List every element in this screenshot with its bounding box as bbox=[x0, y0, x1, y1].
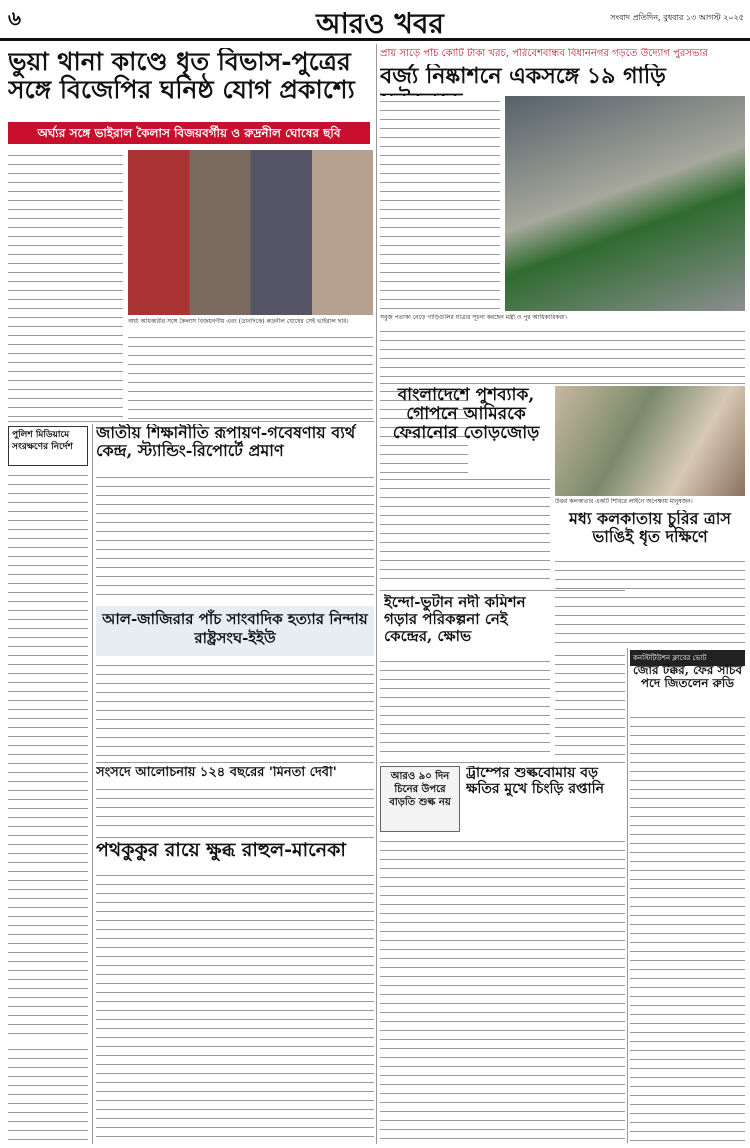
story2-headline: বর্জ্য নিষ্কাশনে একসঙ্গে ১৯ গাড়ি bbox=[380, 64, 666, 89]
story3-headline: জাতীয় শিক্ষানীতি রূপায়ণ-গবেষণায় ব্যর্থ কেন্দ্র, স্ট্যান্ডিং-রিপোর্টে প্রমাণ bbox=[96, 424, 356, 460]
story8-body bbox=[380, 656, 550, 756]
story4-body bbox=[380, 474, 550, 586]
story12-headline: পথকুকুর রায়ে ক্ষুব্ধ রাহুল-মানেকা bbox=[96, 840, 346, 861]
story5-headline: মধ্য কলকাতায় চুরির ত্রাস ভাঙিই ধৃত দক্ষিণে bbox=[568, 510, 731, 546]
story7-headline: আল-জাজিরার পাঁচ সাংবাদিক হত্যার নিন্দায় রাষ্ট্রসংঘ-ইইউ bbox=[102, 610, 368, 647]
story10-headline: আরও ৯০ দিন চিনের উপরে বাড়তি শুল্ক নয় bbox=[389, 771, 451, 808]
story10-box bbox=[380, 766, 460, 832]
page-number: ৬ bbox=[8, 6, 22, 30]
divider-center bbox=[376, 44, 377, 1144]
story7-box bbox=[96, 606, 374, 656]
story1-photo-caption: অর্ঘ্য অধিকারীর সঙ্গে কৈলাস বিজয়বর্গীয় এবং (ডানদিকে) রুদ্রনীল ঘোষের সেই ভাইরাল ছবি। bbox=[128, 318, 349, 325]
story2-body-col bbox=[380, 96, 500, 311]
story5-photo-caption: উত্তর কলকাতার একটি শিবিরে লাইনে অপেক্ষায় মানুষজন। bbox=[555, 498, 693, 505]
story1-body-cols bbox=[128, 332, 373, 420]
story1-subhead: অর্ঘ্যর সঙ্গে ভাইরাল কৈলাস বিজয়বর্গীয় ও রুদ্রনীল ঘোষের ছবি bbox=[8, 122, 370, 144]
story1-headline-line1: ভুয়া থানা কাণ্ডে ধৃত বিভাস-পুত্রের bbox=[8, 48, 351, 76]
story9-body bbox=[96, 784, 374, 834]
divider-left-2 bbox=[96, 762, 374, 763]
story13-kicker: কনস্টিটিউশন ক্লাবের ভোট bbox=[630, 650, 745, 666]
story13-body bbox=[630, 712, 745, 1142]
story11-body bbox=[380, 836, 625, 1141]
story2-kicker: প্রায় সাড়ে পাঁচ কোটি টাকা খরচ, পরিবেশবান্ধব বিধাননগর গড়তে উদ্যোগ পুরসভার bbox=[380, 48, 708, 59]
story5-photo bbox=[555, 386, 745, 496]
dateline: সংবাদ প্রতিদিন, বুধবার ১৩ আগস্ট ২০২৫ bbox=[610, 13, 744, 22]
divider-right-col bbox=[627, 648, 628, 1143]
story3-body bbox=[96, 472, 374, 602]
story6-body-lower bbox=[8, 1044, 88, 1142]
story4-headline: বাংলাদেশে পুশব্যাক, গোপনে আমিরকে ফেরানোর তোড়জোড় bbox=[392, 386, 540, 444]
story9-headline: সংসদে আলোচনায় ১২৪ বছরের 'মিনতা দেবী' bbox=[96, 766, 337, 780]
story6-label: পুলিশ মিডিয়ামে সংরক্ষণের নির্দেশ bbox=[12, 430, 73, 452]
story8-headline: ইন্দো-ভুটান নদী কমিশন গড়ার পরিকল্পনা নেই কেন্দ্রের, ক্ষোভ bbox=[384, 594, 526, 645]
story2-photo bbox=[505, 96, 745, 311]
story2-photo-caption: সবুজ পতাকা নেড়ে গাড়িগুলির যাত্রার সূচনা করছেন মন্ত্রী ও পুর আধিকারিকরা। bbox=[380, 314, 567, 321]
story1-body-col1 bbox=[8, 150, 123, 420]
divider-left-3 bbox=[96, 837, 374, 838]
story12-body bbox=[96, 870, 374, 1142]
story7-body bbox=[96, 660, 374, 760]
story1-headline bbox=[8, 48, 373, 104]
divider-left-1 bbox=[8, 421, 374, 422]
divider-left-col bbox=[92, 424, 93, 1144]
divider-right-2 bbox=[380, 590, 625, 591]
story1-headline-line2: সঙ্গে বিজেপির ঘনিষ্ঠ যোগ প্রকাশ্যে bbox=[8, 75, 355, 104]
story13-headline: জোর টক্কর, ফের সচিব পদে জিতলেন রুডি bbox=[632, 664, 743, 691]
story11-headline: ট্রাম্পের শুল্কবোমায় বড় ক্ষতির মুখে চিংড়ি রপ্তানি bbox=[466, 766, 604, 797]
story2-body-cols bbox=[380, 326, 745, 381]
story1-photo bbox=[128, 150, 373, 315]
story5-body-lower bbox=[555, 650, 625, 760]
header-rule bbox=[0, 38, 750, 41]
section-title: আরও খবর bbox=[316, 7, 444, 38]
divider-right-1 bbox=[380, 383, 745, 384]
divider-right-3 bbox=[380, 762, 625, 763]
story6-body bbox=[8, 470, 88, 1040]
story5-body bbox=[555, 556, 745, 646]
story6-label-box bbox=[8, 426, 88, 466]
